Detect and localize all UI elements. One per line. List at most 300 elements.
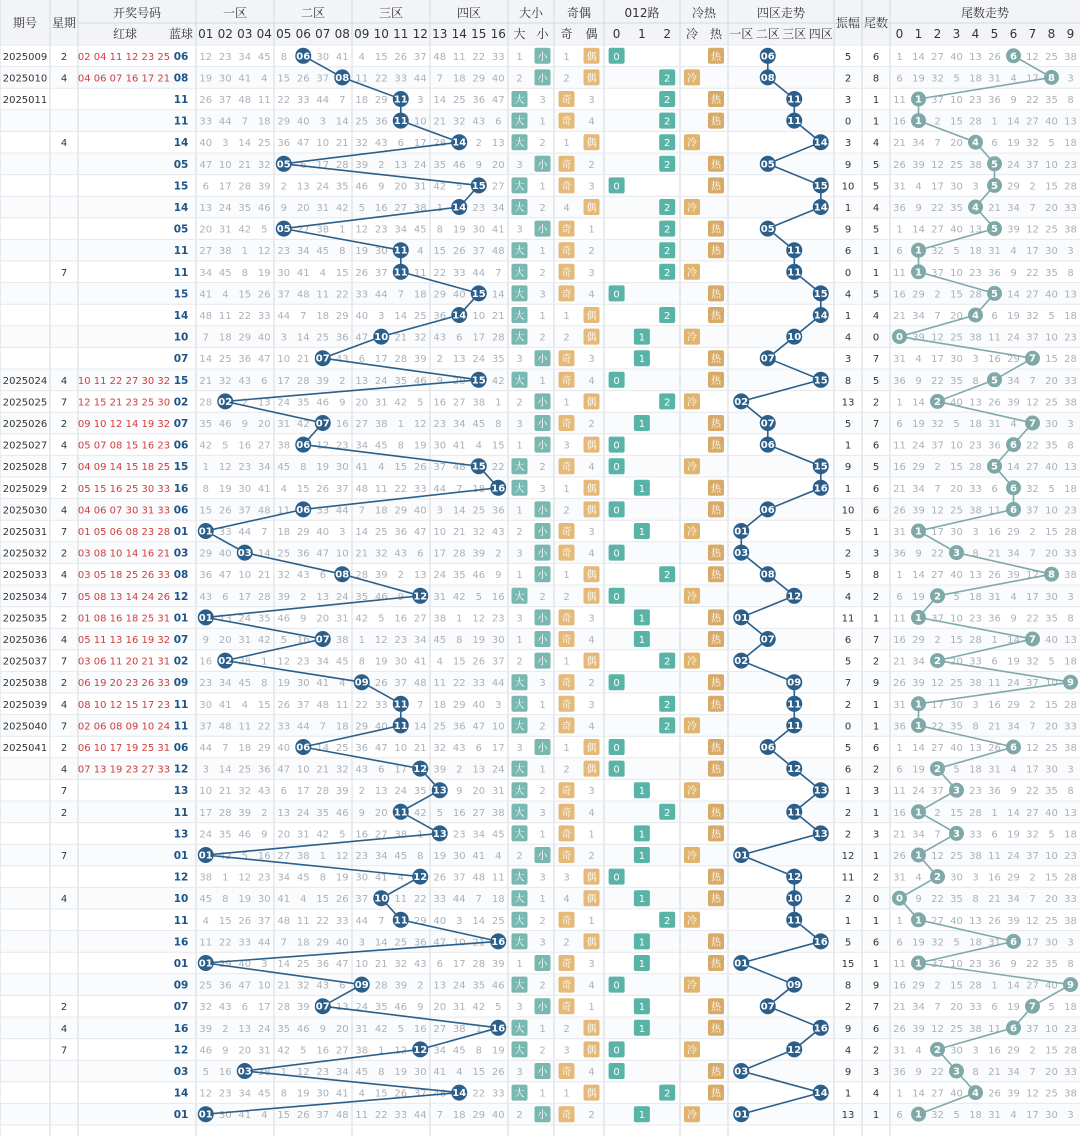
tail-omission: 16 <box>893 116 906 128</box>
omission-cell: 31 <box>433 591 447 603</box>
tail-cell: 4 <box>872 1088 880 1100</box>
tail-marker-label: 1 <box>915 612 922 624</box>
size-mark-label: 小 <box>537 159 548 171</box>
omission-cell: 32 <box>277 570 291 582</box>
omission-cell: 3 <box>339 527 346 538</box>
omission-cell: 30 <box>413 1067 427 1078</box>
tail-omission: 40 <box>950 51 963 63</box>
omission-cell: 13 <box>296 181 310 193</box>
size-mark-label: 小 <box>537 851 548 862</box>
tail-omission: 31 <box>893 699 906 711</box>
zone-marker-label: 11 <box>787 699 802 711</box>
tail-omission: 37 <box>931 613 944 625</box>
header-tail-7: 7 <box>1028 27 1037 41</box>
tail-omission: 11 <box>893 95 906 106</box>
tail-omission: 22 <box>931 1067 944 1078</box>
amplitude-cell: 12 <box>841 851 855 862</box>
size-omission: 1 <box>539 181 546 193</box>
header-number-06: 06 <box>295 27 311 41</box>
omission-cell: 10 <box>296 764 310 776</box>
omission-cell: 17 <box>316 159 330 171</box>
tail-omission: 19 <box>912 591 925 603</box>
omission-cell: 5 <box>339 829 346 841</box>
omission-cell: 21 <box>335 138 349 150</box>
omission-cell: 12 <box>394 1045 408 1057</box>
tail-marker-label: 1 <box>915 720 922 732</box>
omission-cell: 41 <box>374 872 388 884</box>
tail-omission: 23 <box>1064 505 1077 517</box>
omission-cell: 46 <box>296 1023 310 1035</box>
omission-cell: 6 <box>280 786 287 798</box>
tail-omission: 25 <box>950 332 963 344</box>
omission-cell: 5 <box>280 635 287 646</box>
parity-mark-label: 奇 <box>561 289 572 301</box>
tail-marker-label: 5 <box>991 224 998 236</box>
tail-omission: 30 <box>1045 591 1058 603</box>
route-mark-label: 0 <box>613 980 620 992</box>
parity-omission: 3 <box>588 181 595 193</box>
omission-cell: 42 <box>355 613 369 625</box>
tail-cell: 7 <box>872 419 880 430</box>
tail-omission: 18 <box>969 937 982 949</box>
blue-ball-marker-label: 11 <box>393 807 408 819</box>
omission-cell: 39 <box>335 786 349 798</box>
parity-omission: 4 <box>588 1067 595 1078</box>
parity-omission: 3 <box>588 699 595 711</box>
tail-omission: 33 <box>969 829 982 841</box>
tail-marker-label: 2 <box>934 591 941 603</box>
tail-omission: 28 <box>1064 527 1077 538</box>
omission-cell: 48 <box>316 699 330 711</box>
omission-cell: 8 <box>280 1088 287 1100</box>
tail-omission: 36 <box>988 267 1001 279</box>
parity-omission: 4 <box>588 548 595 560</box>
omission-cell: 30 <box>296 678 310 690</box>
red-balls-cell: 03 06 11 20 21 31 <box>77 656 171 668</box>
parity-omission: 3 <box>588 959 595 970</box>
route-mark-label: 2 <box>664 1088 671 1100</box>
omission-cell: 19 <box>335 872 349 884</box>
tail-omission: 30 <box>950 872 963 884</box>
size-omission: 3 <box>539 483 546 495</box>
omission-cell: 4 <box>417 246 424 258</box>
tail-cell: 1 <box>872 246 880 258</box>
tail-omission: 31 <box>988 1110 1001 1122</box>
blue-ball-cell: 14 <box>173 137 189 150</box>
omission-cell: 43 <box>296 570 310 582</box>
omission-cell: 23 <box>355 851 369 862</box>
omission-cell: 19 <box>433 851 447 862</box>
omission-cell: 42 <box>296 419 310 430</box>
omission-cell: 14 <box>238 138 252 150</box>
blue-ball-marker-label: 11 <box>393 267 408 279</box>
omission-cell: 14 <box>355 527 369 538</box>
blue-ball-cell: 07 <box>173 418 189 430</box>
omission-cell: 30 <box>433 440 447 452</box>
omission-cell: 24 <box>277 397 291 409</box>
omission-cell: 28 <box>218 807 232 819</box>
tail-omission: 24 <box>1007 159 1020 171</box>
size-mark-label: 大 <box>514 1045 525 1057</box>
omission-cell: 38 <box>452 1023 466 1035</box>
omission-cell: 42 <box>218 851 232 862</box>
week-cell: 7 <box>60 527 68 538</box>
omission-cell: 25 <box>238 764 252 776</box>
omission-cell: 28 <box>394 354 408 366</box>
omission-cell: 10 <box>413 116 427 128</box>
tail-omission: 40 <box>1045 807 1058 819</box>
tail-omission: 35 <box>1045 95 1058 106</box>
blue-ball-marker-label: 12 <box>413 591 428 603</box>
parity-omission: 2 <box>563 764 570 776</box>
tail-omission: 4 <box>915 181 922 193</box>
omission-cell: 42 <box>316 829 330 841</box>
omission-cell: 8 <box>261 678 268 690</box>
header-number-09: 09 <box>354 27 370 41</box>
omission-cell: 7 <box>339 95 346 106</box>
blue-ball-cell: 13 <box>173 785 189 798</box>
omission-cell: 46 <box>277 613 291 625</box>
omission-cell: 19 <box>316 462 330 474</box>
omission-cell: 43 <box>355 764 369 776</box>
header-tail-9: 9 <box>1066 27 1075 41</box>
hotcold-mark-label: 热 <box>711 95 721 106</box>
omission-cell: 43 <box>335 354 349 366</box>
omission-cell: 22 <box>374 1110 388 1122</box>
omission-cell: 18 <box>238 743 252 754</box>
header-number-04: 04 <box>256 27 272 41</box>
omission-cell: 42 <box>491 375 505 387</box>
omission-cell: 42 <box>199 440 213 452</box>
omission-cell: 40 <box>491 73 505 85</box>
hotcold-mark-label: 冷 <box>687 980 697 992</box>
blue-ball-cell: 06 <box>173 439 189 452</box>
route-mark-label: 2 <box>664 311 671 322</box>
tail-marker-label: 2 <box>934 872 941 884</box>
omission-cell: 35 <box>413 786 427 798</box>
omission-cell: 45 <box>472 419 486 430</box>
omission-cell: 18 <box>277 527 291 538</box>
amplitude-cell: 6 <box>844 246 852 258</box>
header-z3: 三区 <box>378 6 404 20</box>
header-tail-1: 1 <box>914 27 923 41</box>
omission-cell: 4 <box>378 462 385 474</box>
parity-mark-label: 偶 <box>586 332 597 344</box>
size-omission: 3 <box>539 95 546 106</box>
tail-omission: 12 <box>931 678 944 690</box>
hotcold-mark-label: 冷 <box>687 851 697 862</box>
omission-cell: 40 <box>277 743 291 754</box>
blue-ball-marker-label: 05 <box>276 159 291 171</box>
omission-cell: 41 <box>335 1088 349 1100</box>
header-number-13: 13 <box>432 27 448 41</box>
tail-marker-label: 4 <box>972 1088 979 1100</box>
tail-omission: 4 <box>1010 1110 1017 1122</box>
tail-marker-label: 5 <box>991 159 998 171</box>
week-cell: 2 <box>60 483 68 495</box>
size-omission: 2 <box>539 1045 546 1057</box>
tail-omission: 33 <box>1064 1067 1077 1078</box>
parity-omission: 2 <box>588 159 595 171</box>
tail-omission: 38 <box>969 678 982 690</box>
size-omission: 3 <box>516 1067 523 1078</box>
omission-cell: 26 <box>355 267 369 279</box>
size-mark-label: 大 <box>514 289 525 301</box>
omission-cell: 4 <box>261 1110 268 1122</box>
tail-omission: 3 <box>972 181 979 193</box>
header-tail-5: 5 <box>990 27 999 41</box>
tail-omission: 2 <box>934 980 941 992</box>
zone-marker-label: 07 <box>760 634 775 646</box>
tail-omission: 1 <box>896 1088 903 1100</box>
blue-ball-cell: 11 <box>173 914 189 927</box>
amplitude-cell: 2 <box>844 73 852 85</box>
omission-cell: 27 <box>472 807 486 819</box>
tail-omission: 2 <box>1029 1045 1036 1057</box>
omission-cell: 15 <box>394 462 408 474</box>
omission-cell: 20 <box>452 375 466 387</box>
tail-cell: 5 <box>872 375 880 387</box>
size-omission: 1 <box>539 1088 546 1100</box>
omission-cell: 17 <box>472 332 486 344</box>
size-mark-label: 大 <box>514 937 525 949</box>
omission-cell: 33 <box>452 267 466 279</box>
parity-omission: 1 <box>588 1002 595 1014</box>
tail-omission: 4 <box>1010 419 1017 430</box>
omission-cell: 41 <box>277 894 291 906</box>
hotcold-mark-label: 热 <box>711 311 721 322</box>
tail-omission: 8 <box>1067 267 1074 279</box>
period-cell: 2025039 <box>2 699 48 711</box>
blue-ball-cell: 02 <box>173 396 189 409</box>
parity-omission: 2 <box>563 1023 570 1035</box>
omission-cell: 38 <box>472 397 486 409</box>
omission-cell: 23 <box>199 678 213 690</box>
omission-cell: 48 <box>238 95 252 106</box>
zone-marker-label: 11 <box>787 720 802 732</box>
omission-cell: 12 <box>199 1088 213 1100</box>
tail-omission: 21 <box>988 548 1001 560</box>
red-balls-cell: 03 08 10 14 16 21 <box>77 548 171 560</box>
amplitude-cell: 13 <box>841 397 855 409</box>
tail-omission: 13 <box>969 570 982 582</box>
omission-cell: 1 <box>456 613 463 625</box>
zone-marker-label: 05 <box>760 159 775 171</box>
omission-cell: 21 <box>238 159 252 171</box>
tail-omission: 33 <box>1064 375 1077 387</box>
omission-cell: 32 <box>433 743 447 754</box>
tail-omission: 6 <box>896 764 903 776</box>
blue-ball-marker-label: 12 <box>413 872 428 884</box>
omission-cell: 44 <box>374 289 388 301</box>
tail-omission: 3 <box>1067 764 1074 776</box>
tail-omission: 33 <box>969 1002 982 1014</box>
tail-omission: 5 <box>953 419 960 430</box>
amplitude-cell: 1 <box>844 1088 852 1100</box>
tail-marker-label: 8 <box>1048 569 1055 581</box>
tail-cell: 2 <box>872 1045 880 1057</box>
hotcold-mark-label: 冷 <box>687 1110 697 1122</box>
tail-omission: 26 <box>893 159 906 171</box>
omission-cell: 46 <box>374 591 388 603</box>
omission-cell: 20 <box>218 635 232 646</box>
omission-cell: 11 <box>316 289 330 301</box>
tail-omission: 15 <box>950 807 963 819</box>
parity-mark-label: 奇 <box>561 851 572 862</box>
route-mark-label: 1 <box>638 959 646 970</box>
size-omission: 1 <box>516 570 523 582</box>
size-omission: 2 <box>539 267 546 279</box>
tail-omission: 5 <box>1048 311 1055 322</box>
tail-omission: 25 <box>1045 397 1058 409</box>
omission-cell: 48 <box>296 289 310 301</box>
tail-omission: 26 <box>893 678 906 690</box>
parity-mark-label: 偶 <box>586 1045 597 1057</box>
omission-cell: 14 <box>218 764 232 776</box>
week-cell: 2 <box>60 807 68 819</box>
tail-omission: 40 <box>950 570 963 582</box>
omission-cell: 15 <box>296 483 310 495</box>
size-omission: 2 <box>539 591 546 603</box>
header-number-12: 12 <box>412 27 428 41</box>
zone-marker-label: 11 <box>787 94 802 106</box>
tail-omission: 26 <box>988 397 1001 409</box>
omission-cell: 37 <box>316 73 330 85</box>
tail-omission: 19 <box>912 764 925 776</box>
tail-omission: 34 <box>912 311 925 322</box>
omission-cell: 18 <box>374 505 388 517</box>
tail-omission: 26 <box>988 743 1001 754</box>
tail-omission: 10 <box>950 959 963 970</box>
week-cell: 4 <box>60 570 68 582</box>
tail-omission: 28 <box>969 116 982 128</box>
tail-marker-label: 7 <box>1029 634 1036 646</box>
tail-omission: 23 <box>969 959 982 970</box>
omission-cell: 13 <box>413 570 427 582</box>
blue-ball-cell: 11 <box>173 115 189 128</box>
header-size-0: 大 <box>513 27 526 41</box>
omission-cell: 11 <box>433 678 447 690</box>
route-mark-label: 1 <box>638 829 646 841</box>
omission-cell: 9 <box>456 786 463 798</box>
hotcold-mark-label: 冷 <box>687 721 697 733</box>
omission-cell: 42 <box>394 397 408 409</box>
size-omission: 2 <box>516 1110 523 1122</box>
tail-omission: 15 <box>950 462 963 474</box>
red-balls-cell: 01 08 16 18 25 31 <box>77 613 171 625</box>
omission-cell: 36 <box>472 95 486 106</box>
hotcold-mark-label: 热 <box>711 872 721 884</box>
omission-cell: 38 <box>491 807 505 819</box>
omission-cell: 25 <box>491 915 505 927</box>
tail-omission: 21 <box>893 138 906 150</box>
tail-cell: 6 <box>872 440 880 452</box>
omission-cell: 20 <box>199 224 213 236</box>
omission-cell: 37 <box>218 95 232 106</box>
omission-cell: 18 <box>491 894 505 906</box>
amplitude-cell: 4 <box>844 289 852 301</box>
header-number-07: 07 <box>315 27 331 41</box>
header-hotcold-0: 冷 <box>685 27 699 41</box>
tail-cell: 5 <box>872 181 880 193</box>
period-cell: 2025028 <box>2 462 48 474</box>
omission-cell: 41 <box>335 51 349 63</box>
blue-ball-cell: 10 <box>173 893 189 906</box>
size-mark-label: 小 <box>537 570 548 582</box>
red-balls-cell: 05 11 13 16 19 32 <box>77 635 171 646</box>
omission-cell: 24 <box>374 375 388 387</box>
omission-cell: 31 <box>452 1002 466 1014</box>
omission-cell: 32 <box>199 1002 213 1014</box>
tail-omission: 7 <box>934 483 941 495</box>
red-balls-cell: 04 06 07 16 17 21 <box>77 73 171 85</box>
omission-cell: 25 <box>472 505 486 517</box>
omission-cell: 14 <box>316 743 330 754</box>
omission-cell: 48 <box>472 872 486 884</box>
parity-omission: 1 <box>563 311 570 322</box>
omission-cell: 25 <box>355 116 369 128</box>
zone-marker-label: 14 <box>813 137 828 149</box>
hotcold-mark-label: 热 <box>711 159 721 171</box>
omission-cell: 5 <box>378 613 385 625</box>
omission-cell: 6 <box>319 570 326 582</box>
omission-cell: 8 <box>475 1045 482 1057</box>
omission-cell: 3 <box>222 138 229 150</box>
omission-cell: 8 <box>378 1067 385 1078</box>
omission-cell: 2 <box>261 807 268 819</box>
tail-omission: 18 <box>1064 1002 1077 1014</box>
omission-cell: 45 <box>296 872 310 884</box>
tail-omission: 20 <box>1045 203 1058 214</box>
size-mark-label: 大 <box>514 246 525 258</box>
omission-cell: 13 <box>394 159 408 171</box>
tail-cell: 5 <box>872 462 880 474</box>
omission-cell: 11 <box>335 699 349 711</box>
omission-cell: 30 <box>374 246 388 258</box>
omission-cell: 35 <box>472 980 486 992</box>
size-omission: 1 <box>539 116 546 128</box>
tail-omission: 32 <box>1026 483 1039 495</box>
tail-omission: 2 <box>934 462 941 474</box>
omission-cell: 48 <box>199 311 213 322</box>
tail-marker-label: 1 <box>915 526 922 538</box>
omission-cell: 48 <box>413 678 427 690</box>
omission-cell: 9 <box>339 397 346 409</box>
zone-marker-label: 13 <box>813 828 828 840</box>
omission-cell: 39 <box>374 570 388 582</box>
omission-cell: 39 <box>491 959 505 970</box>
period-cell: 2025032 <box>2 548 48 560</box>
omission-cell: 35 <box>296 397 310 409</box>
tail-omission: 22 <box>1026 267 1039 279</box>
zone-marker-label: 07 <box>760 418 775 430</box>
header-number-16: 16 <box>490 27 506 41</box>
size-mark-label: 小 <box>537 505 548 517</box>
tail-omission: 3 <box>1067 73 1074 85</box>
tail-omission: 37 <box>1026 851 1039 862</box>
omission-cell: 48 <box>257 505 271 517</box>
tail-omission: 13 <box>969 51 982 63</box>
omission-cell: 45 <box>277 462 291 474</box>
zone-marker-label: 01 <box>734 526 749 538</box>
parity-mark-label: 奇 <box>561 959 572 970</box>
tail-omission: 30 <box>1045 1110 1058 1122</box>
omission-cell: 39 <box>238 807 252 819</box>
omission-cell: 7 <box>378 915 385 927</box>
week-cell: 4 <box>60 635 68 646</box>
omission-cell: 43 <box>472 116 486 128</box>
size-omission: 3 <box>539 807 546 819</box>
